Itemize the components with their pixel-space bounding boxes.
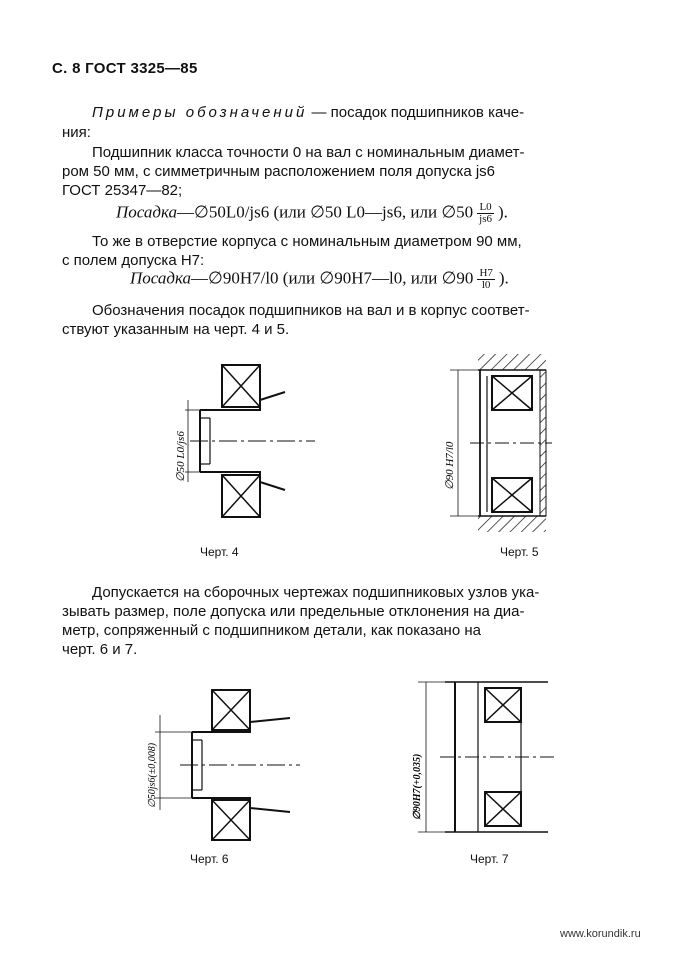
formula-1-denominator: js6: [479, 213, 492, 225]
figure-6-drawing: [147, 690, 300, 840]
formula-1-numerator: L0: [477, 202, 494, 214]
examples-line1-rest: — посадок подшипников каче-: [311, 104, 525, 121]
formula-2-numerator: Н7: [479, 267, 493, 279]
figure-4-dimension: ∅50 L0/js6: [175, 431, 187, 482]
watermark-text: www.korundik.ru: [560, 928, 641, 940]
figure-6-dimension: ∅50js6(±0,008): [147, 742, 158, 808]
page-header: С. 8 ГОСТ 3325—85: [52, 60, 198, 77]
figure-4-caption: Черт. 4: [200, 545, 239, 559]
formula-fit-2: [130, 268, 509, 291]
paragraph-allowed-line2: зывать размер, поле допуска или предельные отклонения на диа-: [62, 603, 525, 620]
paragraph-bearing-line2: ром 50 мм, с симметричным расположением поля допуска js6: [62, 163, 496, 180]
figure-7-dimension: ∅90Н7(+0,035): [412, 753, 423, 820]
paragraph-bearing-line3: ГОСТ 25347—82;: [62, 182, 183, 199]
formula-1-label: Посадка: [116, 202, 178, 222]
paragraph-examples-line2: ния:: [62, 124, 91, 141]
formula-2-fraction: [477, 268, 494, 291]
paragraph-designations-line1: Обозначения посадок подшипников на вал и в корпус соответ-: [92, 302, 530, 319]
paragraph-designations-line2: ствуют указанным на черт. 4 и 5.: [62, 321, 290, 338]
formula-1-tail: ).: [497, 202, 508, 222]
figures-4-5: [0, 340, 700, 570]
paragraph-allowed-line3: метр, сопряженный с подшипником детали, как показано на: [62, 622, 481, 639]
figure-6-caption: Черт. 6: [190, 852, 229, 866]
paragraph-housing-line1: То же в отверстие корпуса с номинальным диаметром 90 мм,: [92, 233, 522, 250]
formula-2-label: Посадка: [130, 268, 192, 288]
paragraph-examples-line1: [92, 103, 524, 122]
figure-5-dimension: ∅90 Н7/l0: [444, 441, 456, 490]
figure-4-drawing: [175, 365, 315, 517]
paragraph-allowed-line4: черт. 6 и 7.: [62, 641, 138, 658]
paragraph-bearing-line1: Подшипник класса точности 0 на вал с номинальным диамет-: [92, 144, 525, 161]
formula-2-tail: ).: [498, 268, 509, 288]
figure-5-drawing: [444, 354, 552, 532]
figure-7-caption: Черт. 7: [470, 852, 509, 866]
formula-fit-1: [116, 202, 508, 225]
paragraph-housing-line2: с полем допуска Н7:: [62, 252, 205, 269]
examples-lead: Примеры обозначений: [92, 104, 308, 121]
figure-5-caption: Черт. 5: [500, 545, 539, 559]
figure-7-drawing: [412, 682, 555, 832]
formula-1-main: —∅50L0/js6 (или ∅50 L0—js6, или ∅50: [177, 202, 474, 222]
paragraph-allowed-line1: Допускается на сборочных чертежах подшипниковых узлов ука-: [92, 584, 540, 601]
figures-6-7: [0, 670, 700, 880]
formula-2-main: —∅90Н7/l0 (или ∅90Н7—l0, или ∅90: [191, 268, 474, 288]
formula-2-denominator: l0: [481, 279, 491, 291]
formula-1-fraction: [477, 202, 494, 225]
